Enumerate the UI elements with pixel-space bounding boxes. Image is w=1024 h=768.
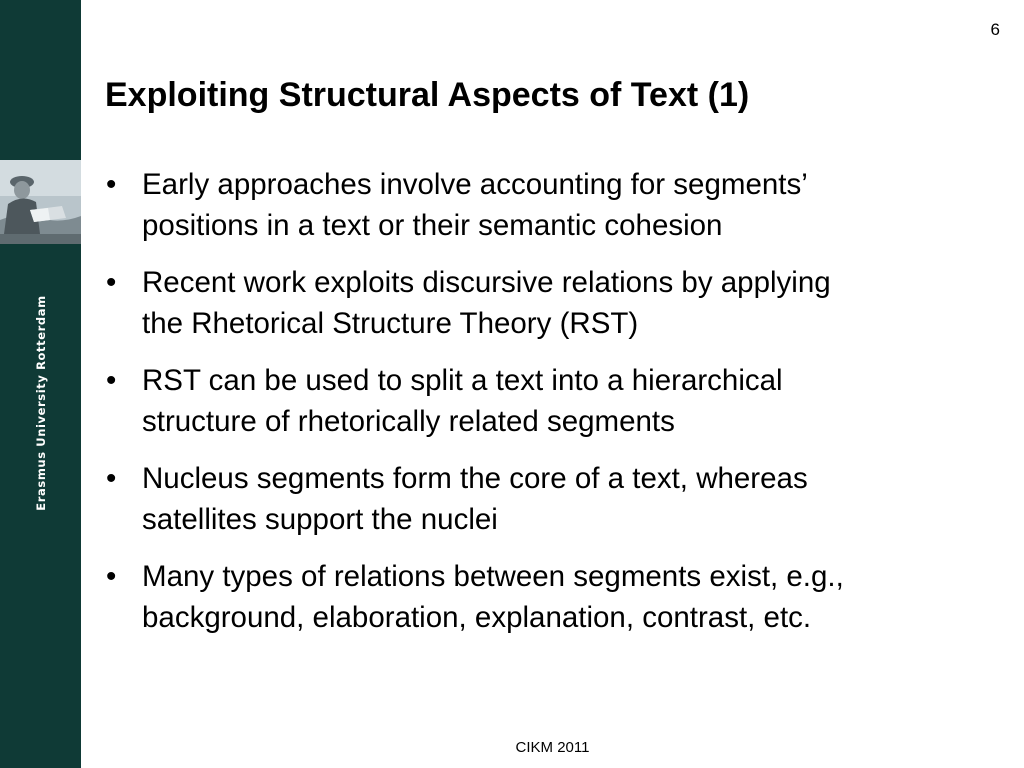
bullet-text-line: structure of rhetorically related segments bbox=[142, 405, 675, 438]
university-name-label: Erasmus University Rotterdam bbox=[34, 295, 48, 511]
bullet-text-line: Many types of relations between segments exist, e.g., bbox=[142, 560, 844, 593]
page-number: 6 bbox=[990, 20, 1000, 39]
bullet-marker: • bbox=[106, 364, 117, 397]
bullet-item bbox=[106, 360, 986, 442]
bullet-text-line: Recent work exploits discursive relations by applying bbox=[142, 266, 831, 299]
bullet-marker: • bbox=[106, 462, 117, 495]
footer-label: CIKM 2011 bbox=[515, 739, 590, 756]
slide-title: Exploiting Structural Aspects of Text (1) bbox=[105, 76, 750, 114]
bullet-marker: • bbox=[106, 168, 117, 201]
bullet-item bbox=[106, 556, 986, 638]
bullet-item bbox=[106, 458, 986, 540]
bullet-marker: • bbox=[106, 266, 117, 299]
bullet-list bbox=[106, 164, 986, 654]
bullet-text-line: satellites support the nuclei bbox=[142, 503, 498, 536]
bullet-text-line: the Rhetorical Structure Theory (RST) bbox=[142, 307, 639, 340]
erasmus-statue-photo-icon bbox=[0, 160, 81, 244]
bullet-text-line: Early approaches involve accounting for segments’ bbox=[142, 168, 808, 201]
bullet-text-line: background, elaboration, explanation, contrast, etc. bbox=[142, 601, 812, 634]
bullet-marker: • bbox=[106, 560, 117, 593]
bullet-item bbox=[106, 164, 986, 246]
bullet-text-line: Nucleus segments form the core of a text, whereas bbox=[142, 462, 808, 495]
bullet-text-line: positions in a text or their semantic cohesion bbox=[142, 209, 723, 242]
bullet-text-line: RST can be used to split a text into a hierarchical bbox=[142, 364, 783, 397]
bullet-item bbox=[106, 262, 986, 344]
sidebar bbox=[0, 0, 81, 768]
